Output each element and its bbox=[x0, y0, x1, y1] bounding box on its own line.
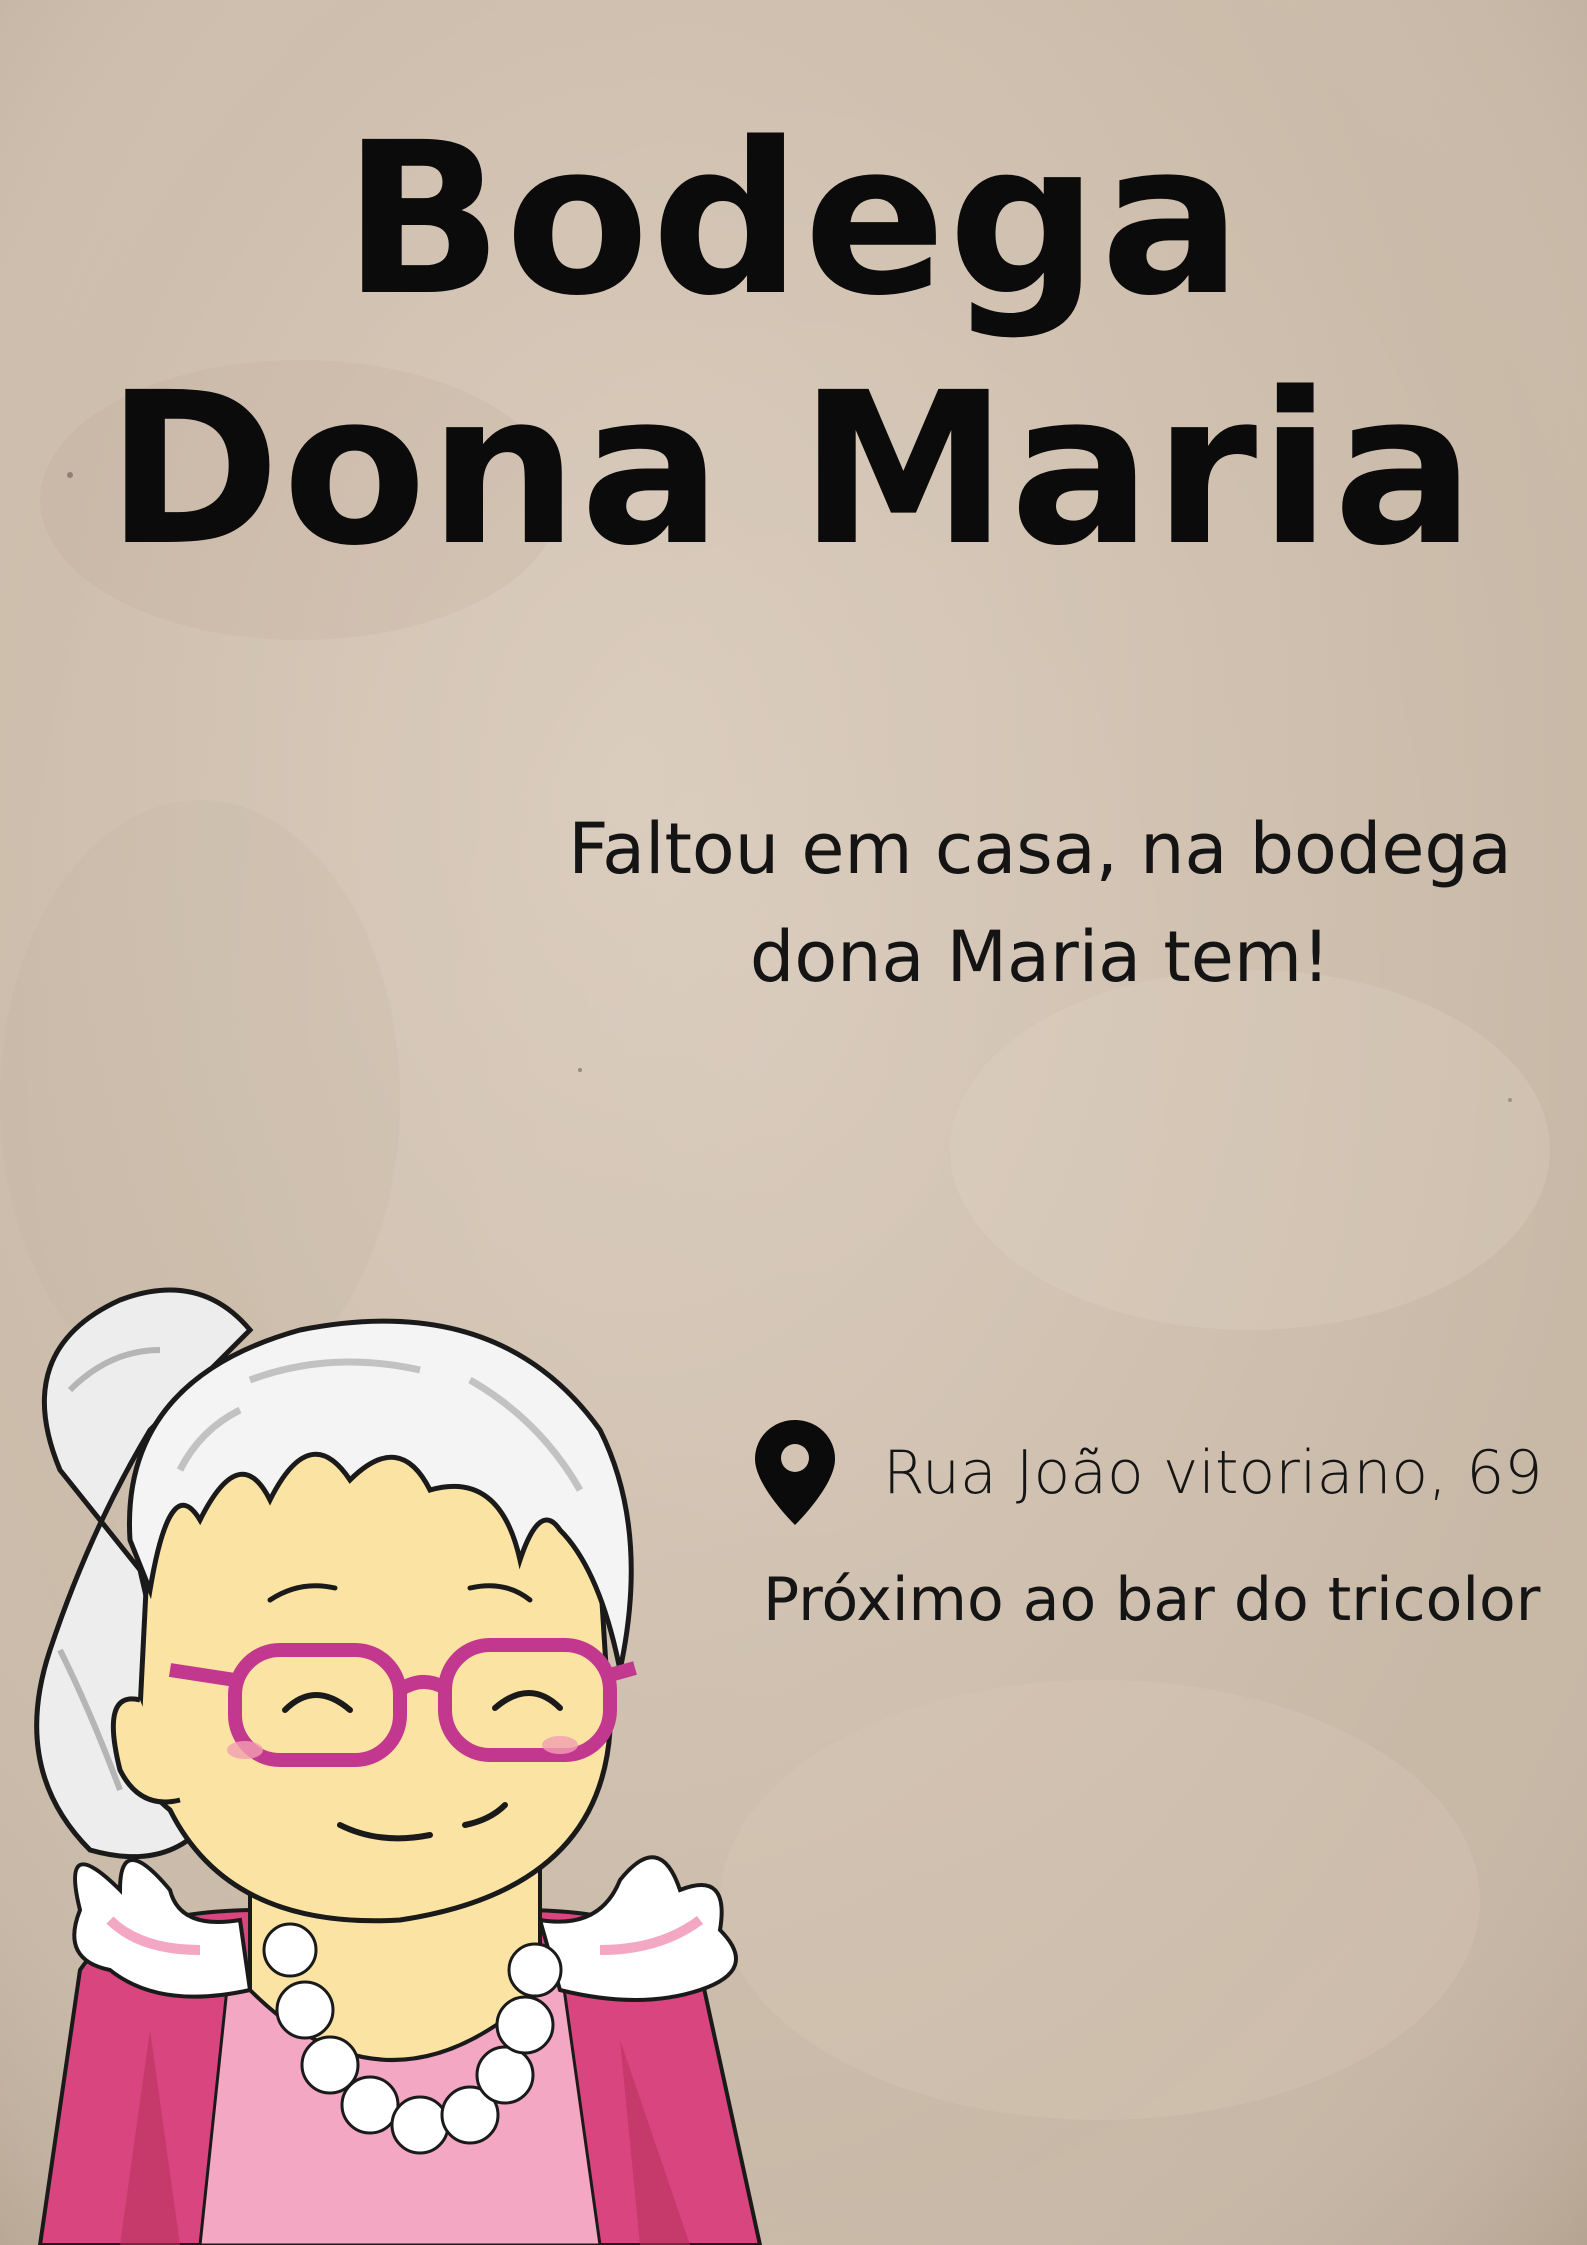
title-line-1: Bodega bbox=[342, 97, 1245, 342]
address-reference: Próximo ao bar do tricolor bbox=[763, 1565, 1541, 1635]
title-line-2: Dona Maria bbox=[106, 347, 1477, 592]
tagline bbox=[520, 795, 1560, 1011]
grandma-illustration bbox=[0, 1270, 800, 2245]
tagline-line-1: Faltou em casa, na bodega bbox=[568, 808, 1512, 890]
address-row bbox=[745, 1420, 1565, 1530]
tagline-line-2: dona Maria tem! bbox=[749, 916, 1331, 998]
street-address: Rua João vitoriano, 69 bbox=[883, 1438, 1543, 1508]
